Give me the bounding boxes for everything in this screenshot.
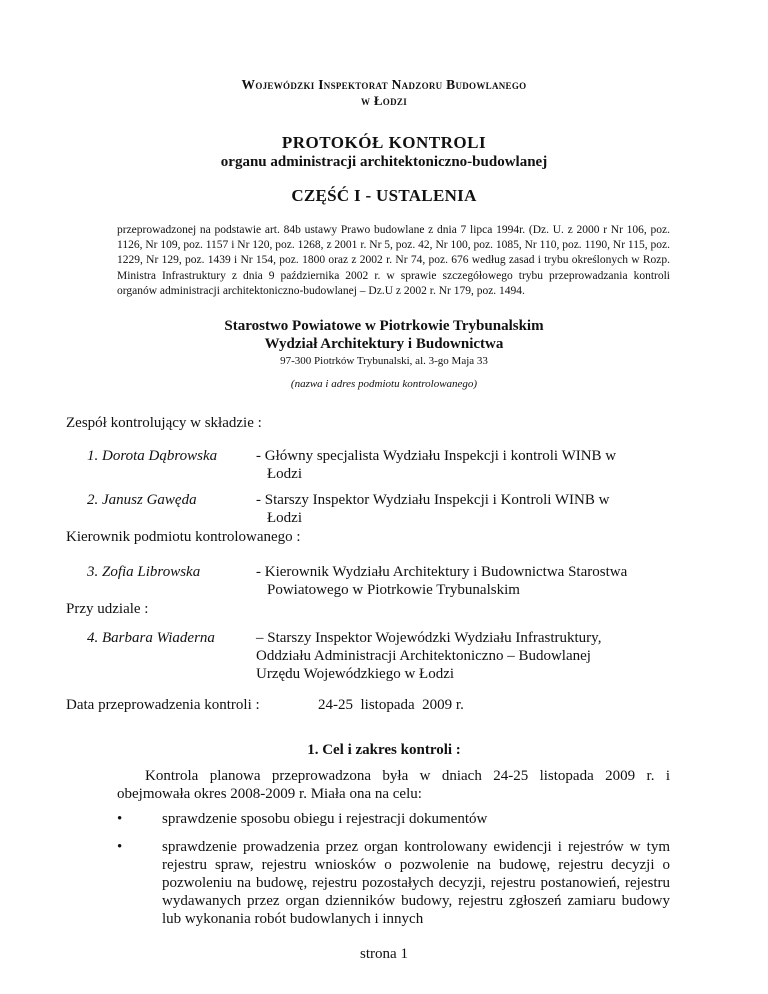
legal-basis: przeprowadzonej na podstawie art. 84b ustawy Prawo budowlane z dnia 7 lipca 1994r. (Dz. U. z 2000 r Nr 106, poz. 1126, Nr 109, poz. 1157 i Nr 120, poz. 1268, z 2001 r. Nr 5, poz. 42, Nr 100, poz. 1085, Nr 110, poz. 1190, Nr 115, poz. 1229, Nr 129, poz. 1439 i Nr 154, poz. 1800 oraz z 2002 r. Nr 74, poz. 676 według zasad i trybu określonych w Rozp. Ministra Infrastruktury z dnia 9 października 2002 r. w sprawie szczegółowego trybu przeprowadzania kontroli organów administracji architektoniczno-budowlanej – Dz.U z 2002 r. Nr 179, poz. 1494. [117, 224, 670, 297]
team-heading: Zespół kontrolujący w składzie : [66, 415, 262, 431]
head-heading: Kierownik podmiotu kontrolowanego : [66, 529, 301, 545]
member-name: 1. Dorota Dąbrowska [87, 448, 218, 464]
member-role [256, 491, 676, 527]
member-name: 2. Janusz Gawęda [87, 492, 197, 508]
institution-city: w Łodzi [360, 93, 408, 108]
participant-role [256, 629, 676, 683]
subject-address: 97-300 Piotrków Trybunalski, al. 3-go Maja 33 [280, 355, 488, 367]
date-value: 24-25 listopada 2009 r. [318, 697, 464, 713]
date-label: Data przeprowadzenia kontroli : [66, 697, 260, 713]
institution-name: Wojewódzki Inspektorat Nadzoru Budowlanego [241, 77, 527, 92]
member-role [256, 447, 676, 483]
participant-name: 4. Barbara Wiaderna [87, 630, 215, 646]
subject-name: Starostwo Powiatowe w Piotrkowie Trybunalskim [224, 318, 544, 334]
participant-role-line: Oddziału Administracji Architektoniczno – Budowlanej [256, 648, 591, 664]
participant-role-line: – Starszy Inspektor Wojewódzki Wydziału Infrastruktury, [256, 630, 602, 646]
part-heading: CZĘŚĆ I - USTALENIA [291, 186, 477, 205]
member-role-line: - Główny specjalista Wydziału Inspekcji i kontroli WINB w [256, 448, 617, 464]
head-role-line: - Kierownik Wydziału Architektury i Budownictwa Starostwa [256, 564, 628, 580]
subject-caption: (nazwa i adres podmiotu kontrolowanego) [290, 378, 478, 390]
section-intro [117, 767, 670, 803]
head-role [256, 563, 676, 599]
bullet-item: sprawdzenie prowadzenia przez organ kontrolowany ewidencji i rejestrów w tym rejestru spraw, rejestru wniosków o pozwolenie na budowę, rejestru decyzji o pozwoleniu na budowę, rejestru pozostałych decyzji, rejestru postanowień, rejestru wydawanych przez organ dzienników budowy, rejestru zgłoszeń zamiaru budowy lub wykonania robót budowlanych i innych [162, 839, 670, 927]
bullet-item: sprawdzenie sposobu obiegu i rejestracji dokumentów [162, 811, 488, 827]
member-role-line: Łodzi [267, 466, 302, 482]
document-subtitle: organu administracji architektoniczno-budowlanej [220, 154, 548, 170]
member-role-line: - Starszy Inspektor Wydziału Inspekcji i Kontroli WINB w [256, 492, 610, 508]
participant-role-line: Urzędu Wojewódzkiego w Łodzi [256, 666, 455, 682]
head-name: 3. Zofia Librowska [87, 564, 201, 580]
section-intro-text: Kontrola planowa przeprowadzona była w dniach 24-25 listopada 2009 r. i obejmowała okres 2008-2009 r. Miała ona na celu: [117, 768, 670, 802]
page-number: strona 1 [360, 946, 408, 962]
participation-heading: Przy udziale : [66, 601, 149, 617]
section-heading: 1. Cel i zakres kontroli : [307, 742, 461, 758]
subject-department: Wydział Architektury i Budownictwa [264, 336, 504, 352]
member-role-line: Łodzi [267, 510, 302, 526]
document-title: PROTOKÓŁ KONTROLI [281, 133, 487, 152]
document-page: Wojewódzki Inspektorat Nadzoru Budowlanego w Łodzi PROTOKÓŁ KONTROLI organu administracji architektoniczno-budowlanej CZĘŚĆ I - USTALENIA przeprowadzonej na podstawie art. 84b ustawy Prawo budowlane z dnia 7 lipca 1994r. (Dz. U. z 2000 r Nr 106, poz. 1126, Nr 109, poz. 1157 i Nr 120, poz. 1268, z 2001 r. Nr 5, poz. 42, Nr 100, poz. 1085, Nr 110, poz. 1190, Nr 115, poz. 1229, Nr 129, poz. 1439 i Nr 154, poz. 1800 oraz z 2002 r. Nr 74, poz. 676 według zasad i trybu określonych w Rozp. Ministra Infrastruktury z dnia 9 października 2002 r. w sprawie szczegółowego trybu przeprowadzania kontroli organów administracji architektoniczno-budowlanej – Dz.U z 2002 r. Nr 179, poz. 1494. Starostwo Powiatowe w Piotrkowie Trybunalskim Wydział Architektury i Budownictwa 97-300 Piotrków Trybunalski, al. 3-go Maja 33 (nazwa i adres podmiotu kontrolowanego) Zespół kontrolujący w składzie : 1. Dorota Dąbrowska - Główny specjalista Wydziału Inspekcji i kontroli WINB w Łodzi 2. Janusz Gawęda - Starszy Inspektor Wydziału Inspekcji i Kontroli WINB w Łodzi Kierownik podmiotu kontrolowanego : 3. Zofia Librowska - Kierownik Wydziału Architektury i Budownictwa Starostwa Powiatowego w Piotrkowie Trybunalskim Przy udziale : 4. Barbara Wiaderna – Starszy Inspektor Wojewódzki Wydziału Infrastruktury, Oddziału Administracji Architektoniczno – Budowlanej Urzędu Wojewódzkiego w Łodzi Data przeprowadzenia kontroli : 24-25 listopada 2009 r. 1. Cel i zakres kontroli : Kontrola planowa przeprowadzona była w dniach 24-25 listopada 2009 r. i obejmowała okres 2008-2009 r. Miała ona na celu: • sprawdzenie sposobu obiegu i rejestracji dokumentów • sprawdzenie prowadzenia przez organ kontrolowany ewidencji i rejestrów w tym rejestru spraw, rejestru wniosków o pozwolenie na budowę, rejestru decyzji o pozwoleniu na budowę, rejestru pozostałych decyzji, rejestru postanowień, rejestru wydawanych przez organ dzienników budowy, rejestru zgłoszeń zamiaru budowy lub wykonania robót budowlanych i innych strona 1 [0, 0, 768, 994]
head-role-line: Powiatowego w Piotrkowie Trybunalskim [267, 582, 520, 598]
